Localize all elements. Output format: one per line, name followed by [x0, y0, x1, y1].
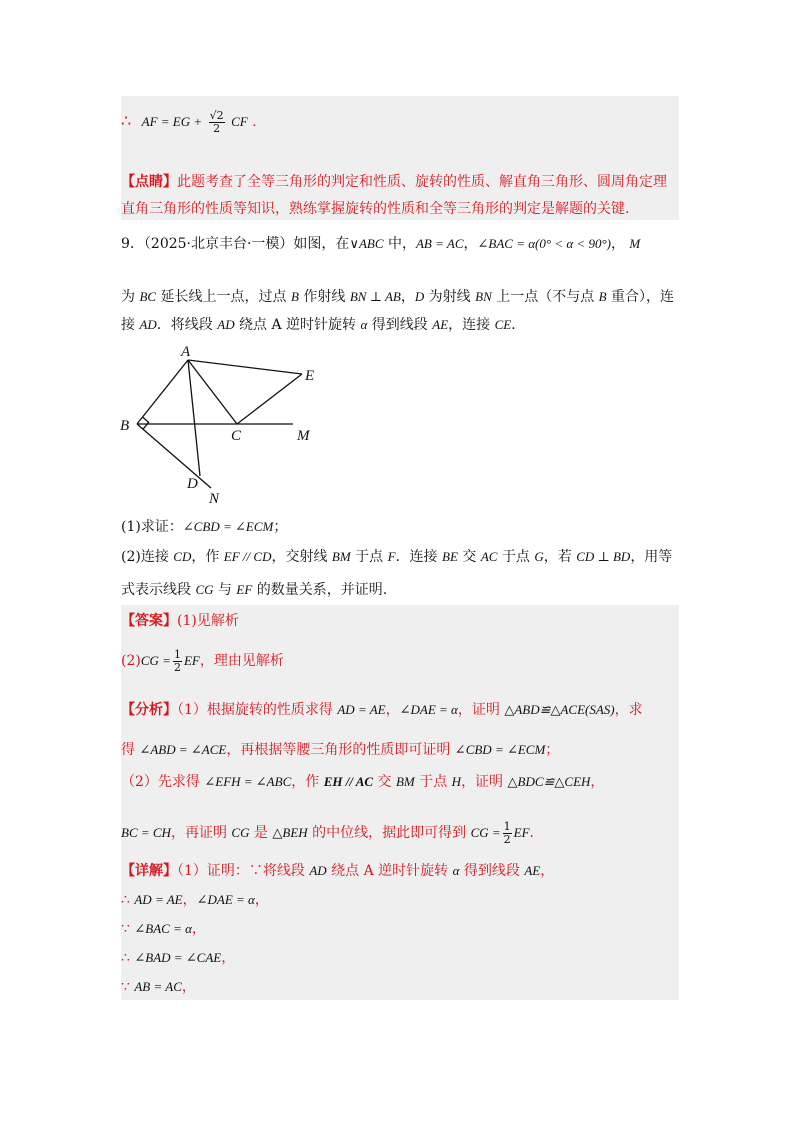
label-b: B — [120, 418, 130, 434]
segment-ce — [237, 374, 302, 424]
detail-line-5: ∵ AB = AC， — [121, 979, 196, 995]
detail-line-3: ∵ ∠BAC = α， — [121, 921, 206, 937]
therefore-line: ∴ AF = EG + $\frac{√2}{2}$ CF . — [121, 108, 257, 135]
analysis-line-3: （2）先求得 ∠EFH = ∠ABC，作 EH // AC 交 BM 于点 H，证明 △BDC≌△CEH， — [121, 774, 605, 790]
label-d: D — [187, 476, 198, 492]
answer-line-1: 【答案】(1)见解析 — [121, 613, 239, 629]
segment-ae — [188, 360, 302, 374]
segment-ac — [188, 360, 237, 424]
label-a: A — [181, 344, 191, 360]
comment-line-2: 直角三角形的性质等知识，熟练掌握旋转的性质和全等三角形的判定是解题的关键. — [121, 201, 630, 217]
analysis-line-4: BC = CH，再证明 CG 是 △BEH 的中位线，据此即可得到 CG = $\frac{1}{2}$ EF． — [121, 819, 544, 846]
problem-line-2: 为 BC 延长线上一点，过点 B 作射线 BN ⊥ AB，D 为射线 BN 上一点（不与点 B 重合），连 — [121, 289, 675, 305]
label-n: N — [209, 491, 220, 507]
right-angle-mark — [143, 417, 149, 429]
detail-line-4: ∴ ∠BAD = ∠CAE， — [121, 950, 236, 966]
label-c: C — [231, 428, 242, 444]
label-e: E — [305, 368, 315, 384]
question-2-line-1: (2)连接 CD，作 EF // CD，交射线 BM 于点 F．连接 BE 交 AC 于点 G，若 CD ⊥ BD，用等 — [121, 549, 673, 565]
problem-line-1: 9．（2025·北京丰台·一模）如图，在∨ABC 中，AB = AC，∠BAC = α(0° < α < 90°)， M — [121, 236, 641, 252]
problem-line-3: 接 AD．将线段 AD 绕点 A 逆时针旋转 α 得到线段 AE，连接 CE． — [121, 317, 526, 333]
label-m: M — [297, 428, 310, 444]
ray-bn — [137, 424, 211, 488]
question-1: (1)求证：∠CBD = ∠ECM； — [121, 519, 288, 535]
fraction-sqrt2-over-2: $\frac{√2}{2}$ — [209, 108, 224, 135]
comment-line-1: 【点睛】此题考查了全等三角形的判定和性质、旋转的性质、解直角三角形、圆周角定理 — [121, 174, 667, 190]
comment-tag: 【点睛】 — [121, 174, 177, 190]
analysis-line-2: 得 ∠ABD = ∠ACE，再根据等腰三角形的性质即可证明 ∠CBD = ∠ECM； — [121, 742, 560, 758]
geometry-figure — [115, 340, 335, 510]
answer-line-2: (2)CG = $\frac{1}{2}$ EF，理由见解析 — [121, 647, 284, 674]
segment-ab — [137, 360, 188, 424]
analysis-line-1: 【分析】（1）根据旋转的性质求得 AD = AE，∠DAE = α，证明 △ABD≌△ACE(SAS)，求 — [121, 702, 643, 718]
detail-line-1: 【详解】（1）证明：∵将线段 AD 绕点 A 逆时针旋转 α 得到线段 AE， — [121, 863, 555, 879]
detail-line-2: ∴ AD = AE，∠DAE = α， — [121, 892, 269, 908]
question-2-line-2: 式表示线段 CG 与 EF 的数量关系，并证明. — [121, 582, 388, 598]
segment-ad — [188, 360, 200, 476]
